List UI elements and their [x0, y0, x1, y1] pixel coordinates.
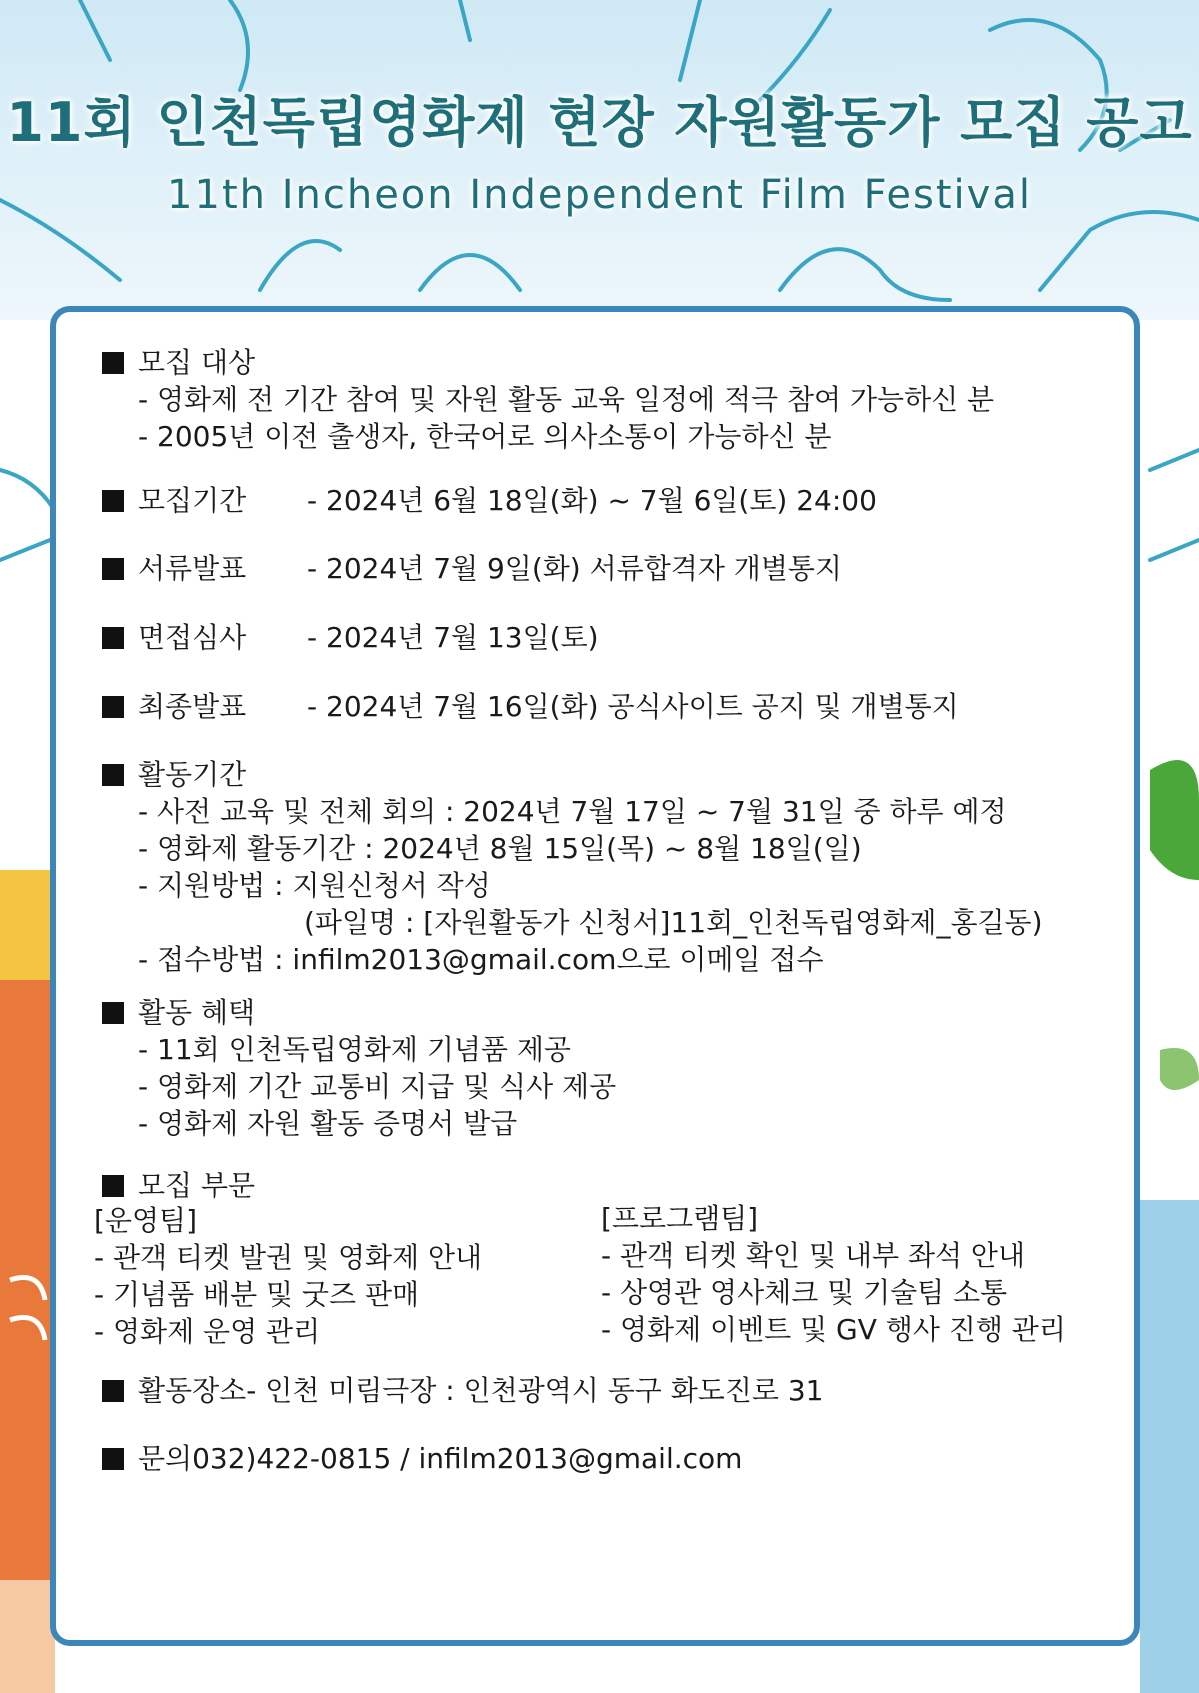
- list-item: - 관객 티켓 확인 및 내부 좌석 안내: [601, 1239, 1026, 1272]
- program-team-column: [601, 1200, 1066, 1348]
- contact-line: [102, 1440, 742, 1477]
- square-bullet-icon: [102, 490, 124, 512]
- content-panel: [50, 306, 1140, 1646]
- schedule-label: 서류발표: [138, 552, 247, 585]
- list-item: - 기념품 배분 및 굿즈 판매: [94, 1278, 420, 1311]
- ops-team-column: [94, 1202, 482, 1350]
- list-item: - 지원방법 : 지원신청서 작성: [138, 869, 491, 902]
- section-benefits: [102, 994, 616, 1142]
- section-heading: 모집 부문: [138, 1169, 256, 1202]
- ops-team-title: [운영팀]: [94, 1204, 197, 1237]
- section-departments: [102, 1167, 255, 1204]
- section-heading: 모집 대상: [138, 346, 256, 379]
- section-activity: [102, 756, 1043, 978]
- square-bullet-icon: [102, 1380, 124, 1402]
- contact-text: 문의032)422-0815 / infilm2013@gmail.com: [138, 1442, 743, 1475]
- program-team-title: [프로그램팀]: [601, 1202, 759, 1235]
- schedule-row: [102, 482, 877, 519]
- schedule-row: [102, 688, 959, 725]
- location-line: [102, 1372, 823, 1409]
- list-item: - 영화제 운영 관리: [94, 1315, 321, 1348]
- location-text: 활동장소- 인천 미림극장 : 인천광역시 동구 화도진로 31: [138, 1374, 824, 1407]
- square-bullet-icon: [102, 764, 124, 786]
- section-target: [102, 344, 994, 455]
- schedule-label: 최종발표: [138, 690, 247, 723]
- list-item: - 상영관 영사체크 및 기술팀 소통: [601, 1276, 1008, 1309]
- schedule-label: 면접심사: [138, 621, 247, 654]
- square-bullet-icon: [102, 352, 124, 374]
- square-bullet-icon: [102, 627, 124, 649]
- section-heading: 활동기간: [138, 758, 247, 791]
- list-item: - 2005년 이전 출생자, 한국어로 의사소통이 가능하신 분: [138, 420, 832, 453]
- list-item: - 관객 티켓 발권 및 영화제 안내: [94, 1241, 483, 1274]
- list-item: - 영화제 활동기간 : 2024년 8월 15일(목) ~ 8월 18일(일): [138, 832, 862, 865]
- list-item: - 사전 교육 및 전체 회의 : 2024년 7월 17일 ~ 7월 31일 중 하루 예정: [138, 795, 1007, 828]
- schedule-row: [102, 619, 599, 656]
- list-item: - 영화제 이벤트 및 GV 행사 진행 관리: [601, 1313, 1066, 1346]
- page-title: 11회 인천독립영화제 현장 자원활동가 모집 공고: [6, 91, 1193, 154]
- schedule-value: - 2024년 7월 9일(화) 서류합격자 개별통지: [307, 552, 842, 585]
- schedule-value: - 2024년 7월 16일(화) 공식사이트 공지 및 개별통지: [307, 690, 959, 723]
- square-bullet-icon: [102, 558, 124, 580]
- schedule-label: 모집기간: [138, 484, 247, 517]
- list-item: - 영화제 자원 활동 증명서 발급: [138, 1107, 518, 1140]
- square-bullet-icon: [102, 1002, 124, 1024]
- schedule-value: - 2024년 6월 18일(화) ~ 7월 6일(토) 24:00: [307, 484, 877, 517]
- page-subtitle: 11th Incheon Independent Film Festival: [167, 172, 1032, 218]
- list-item: - 영화제 기간 교통비 지급 및 식사 제공: [138, 1070, 617, 1103]
- list-item: - 11회 인천독립영화제 기념품 제공: [138, 1033, 571, 1066]
- filename-note: (파일명 : [자원활동가 신청서]11회_인천독립영화제_홍길동): [304, 906, 1043, 939]
- schedule-row: [102, 550, 842, 587]
- list-item: - 접수방법 : infilm2013@gmail.com으로 이메일 접수: [138, 943, 824, 976]
- list-item: - 영화제 전 기간 참여 및 자원 활동 교육 일정에 적극 참여 가능하신 분: [138, 383, 995, 416]
- square-bullet-icon: [102, 1448, 124, 1470]
- square-bullet-icon: [102, 1175, 124, 1197]
- schedule-value: - 2024년 7월 13일(토): [307, 621, 599, 654]
- square-bullet-icon: [102, 696, 124, 718]
- section-heading: 활동 혜택: [138, 996, 256, 1029]
